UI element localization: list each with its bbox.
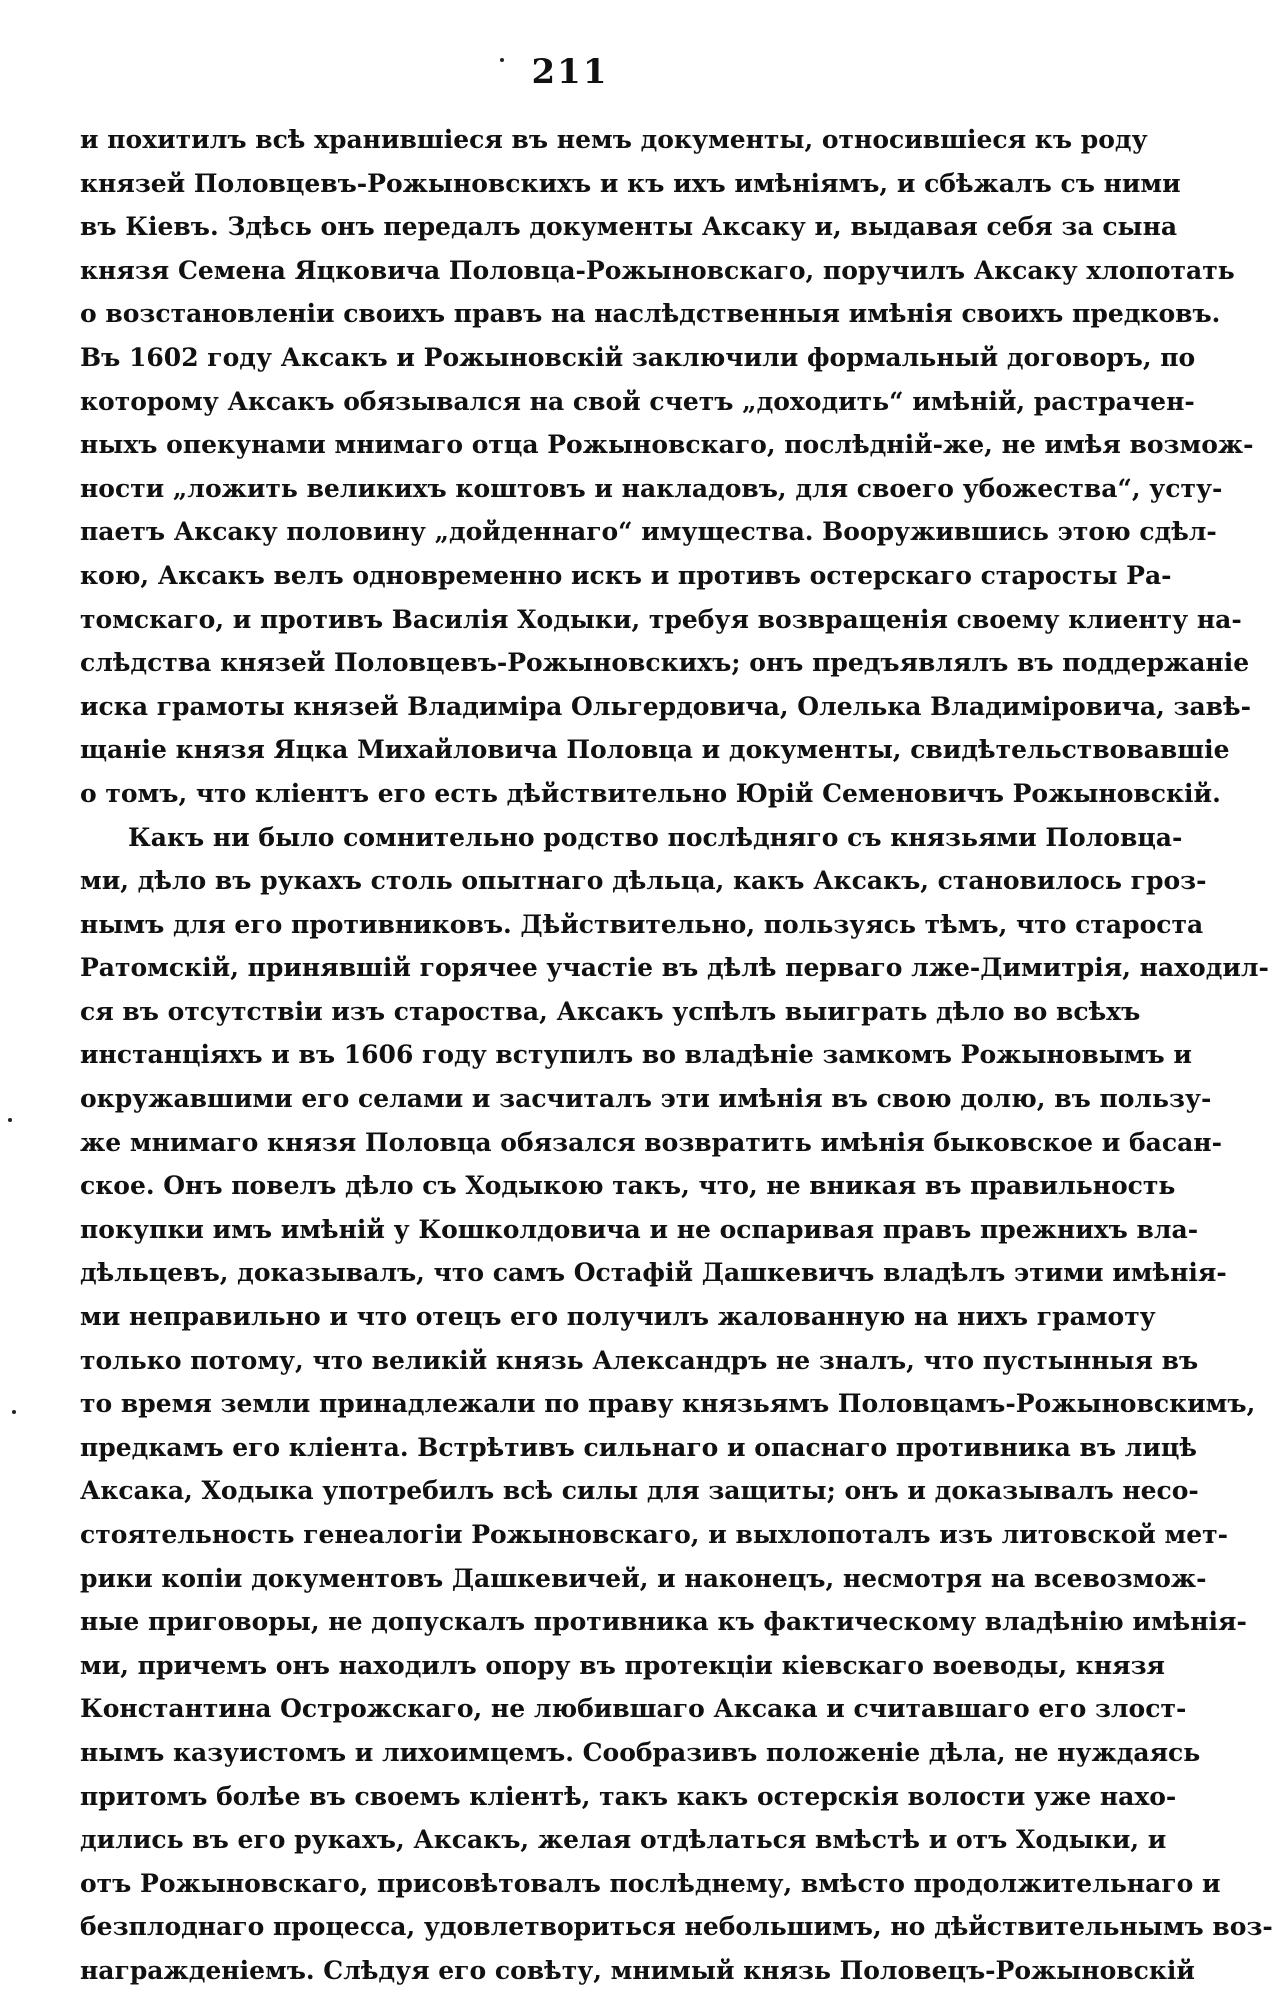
- text-line: Какъ ни было сомнительно родство послѣдняго съ князьями Половца-: [128, 822, 1183, 852]
- text-line: отъ Рожыновскаго, присовѣтовалъ послѣднему, вмѣсто продолжительнаго и: [80, 1868, 1221, 1898]
- text-line: о томъ, что кліентъ его есть дѣйствительно Юрій Семеновичъ Рожыновскій.: [80, 778, 1221, 808]
- text-line: паетъ Аксаку половину „дойденнаго“ имущества. Вооружившись этою сдѣл-: [80, 517, 1217, 547]
- text-line: ское. Онъ повелъ дѣло съ Ходыкою такъ, что, не вникая въ правильность: [80, 1171, 1176, 1201]
- text-line: нымъ казуистомъ и лихоимцемъ. Сообразивъ положеніе дѣла, не нуждаясь: [80, 1737, 1201, 1767]
- text-line: Ратомскій, принявшій горячее участіе въ дѣлѣ перваго лже-Димитрія, находил-: [80, 953, 1269, 983]
- text-line: дѣльцевъ, доказывалъ, что самъ Остафій Дашкевичъ владѣлъ этими имѣнія-: [80, 1258, 1227, 1288]
- text-line: нымъ для его противниковъ. Дѣйствительно, пользуясь тѣмъ, что староста: [80, 909, 1204, 939]
- text-line: Аксака, Ходыка употребилъ всѣ силы для защиты; онъ и доказывалъ несо-: [80, 1476, 1199, 1506]
- text-line: окружавшими его селами и засчиталъ эти имѣнія въ свою долю, въ пользу-: [80, 1084, 1212, 1114]
- text-line: то время земли принадлежали по праву князьямъ Половцамъ-Рожыновскимъ,: [80, 1389, 1256, 1419]
- text-line: иска грамоты князей Владиміра Ольгердовича, Олелька Владиміровича, завѣ-: [80, 691, 1251, 721]
- text-line: въ Кіевъ. Здѣсь онъ передалъ документы Аксаку и, выдавая себя за сына: [80, 212, 1178, 242]
- text-line: ми, причемъ онъ находилъ опору въ протекціи кіевскаго воеводы, князя: [80, 1650, 1166, 1680]
- text-line: которому Аксакъ обязывался на свой счетъ „доходить“ имѣній, растрачен-: [80, 386, 1195, 416]
- text-line: кою, Аксакъ велъ одновременно искъ и противъ остерскаго старосты Ра-: [80, 560, 1172, 590]
- text-line: ся въ отсутствіи изъ староства, Аксакъ успѣлъ выиграть дѣло во всѣхъ: [80, 996, 1141, 1026]
- text-line: только потому, что великій князь Александръ не зналъ, что пустынныя въ: [80, 1345, 1199, 1375]
- text-line: слѣдства князей Половцевъ-Рожыновскихъ; онъ предъявлялъ въ поддержаніе: [80, 648, 1250, 678]
- text-line: рики копіи документовъ Дашкевичей, и наконецъ, несмотря на всевозмож-: [80, 1563, 1207, 1593]
- text-line: же мнимаго князя Половца обязался возвратить имѣнія быковское и басан-: [80, 1127, 1222, 1157]
- text-line: о возстановленіи своихъ правъ на наслѣдственныя имѣнія своихъ предковъ.: [80, 299, 1221, 329]
- text-line: князя Семена Яцковича Половца-Рожыновскаго, поручилъ Аксаку хлопотать: [80, 255, 1235, 285]
- text-line: покупки имъ имѣній у Кошколдовича и не оспаривая правъ прежнихъ вла-: [80, 1214, 1199, 1244]
- text-line: награжденіемъ. Слѣдуя его совѣту, мнимый князь Половецъ-Рожыновскій: [80, 1955, 1195, 1985]
- text-line: ныхъ опекунами мнимаго отца Рожыновскаго, послѣдній-же, не имѣя возмож-: [80, 430, 1254, 460]
- page-number: 211: [531, 52, 609, 92]
- text-line: князей Половцевъ-Рожыновскихъ и къ ихъ имѣніямъ, и сбѣжалъ съ ними: [80, 168, 1181, 198]
- text-line: ми неправильно и что отецъ его получилъ жалованную на нихъ грамоту: [80, 1302, 1156, 1332]
- text-line: притомъ болѣе въ своемъ кліентѣ, такъ какъ остерскія волости уже нахо-: [80, 1781, 1177, 1811]
- text-line: ности „ложить великихъ коштовъ и накладовъ, для своего убожества“, усту-: [80, 473, 1223, 503]
- text-line: дились въ его рукахъ, Аксакъ, желая отдѣлаться вмѣстѣ и отъ Ходыки, и: [80, 1825, 1167, 1855]
- text-line: безплоднаго процесса, удовлетвориться небольшимъ, но дѣйствительнымъ воз-: [80, 1912, 1273, 1942]
- text-line: Константина Острожскаго, не любившаго Аксака и считавшаго его злост-: [80, 1694, 1187, 1724]
- text-line: ные приговоры, не допускалъ противника къ фактическому владѣнію имѣнія-: [80, 1607, 1247, 1637]
- scan-speck: [500, 58, 504, 62]
- text-line: инстанціяхъ и въ 1606 году вступилъ во владѣніе замкомъ Рожыновымъ и: [80, 1040, 1192, 1070]
- scan-speck: [8, 1118, 12, 1122]
- text-line: стоятельность генеалогіи Рожыновскаго, и выхлопоталъ изъ литовской мет-: [80, 1520, 1229, 1549]
- text-line: и похитилъ всѣ хранившіеся въ немъ документы, относившіеся къ роду: [80, 125, 1148, 154]
- text-line: щаніе князя Яцка Михайловича Половца и документы, свидѣтельствовавшіе: [80, 735, 1230, 765]
- text-line: предкамъ его кліента. Встрѣтивъ сильнаго и опаснаго противника въ лицѣ: [80, 1432, 1197, 1462]
- text-line: Въ 1602 году Аксакъ и Рожыновскій заключили формальный договоръ, по: [80, 342, 1196, 372]
- text-line: ми, дѣло въ рукахъ столь опытнаго дѣльца, какъ Аксакъ, становилось гроз-: [80, 866, 1207, 896]
- body-text: [80, 118, 1273, 1993]
- text-line: томскаго, и противъ Василія Ходыки, требуя возвращенія своему клиенту на-: [80, 604, 1242, 634]
- scan-speck: [12, 1410, 16, 1414]
